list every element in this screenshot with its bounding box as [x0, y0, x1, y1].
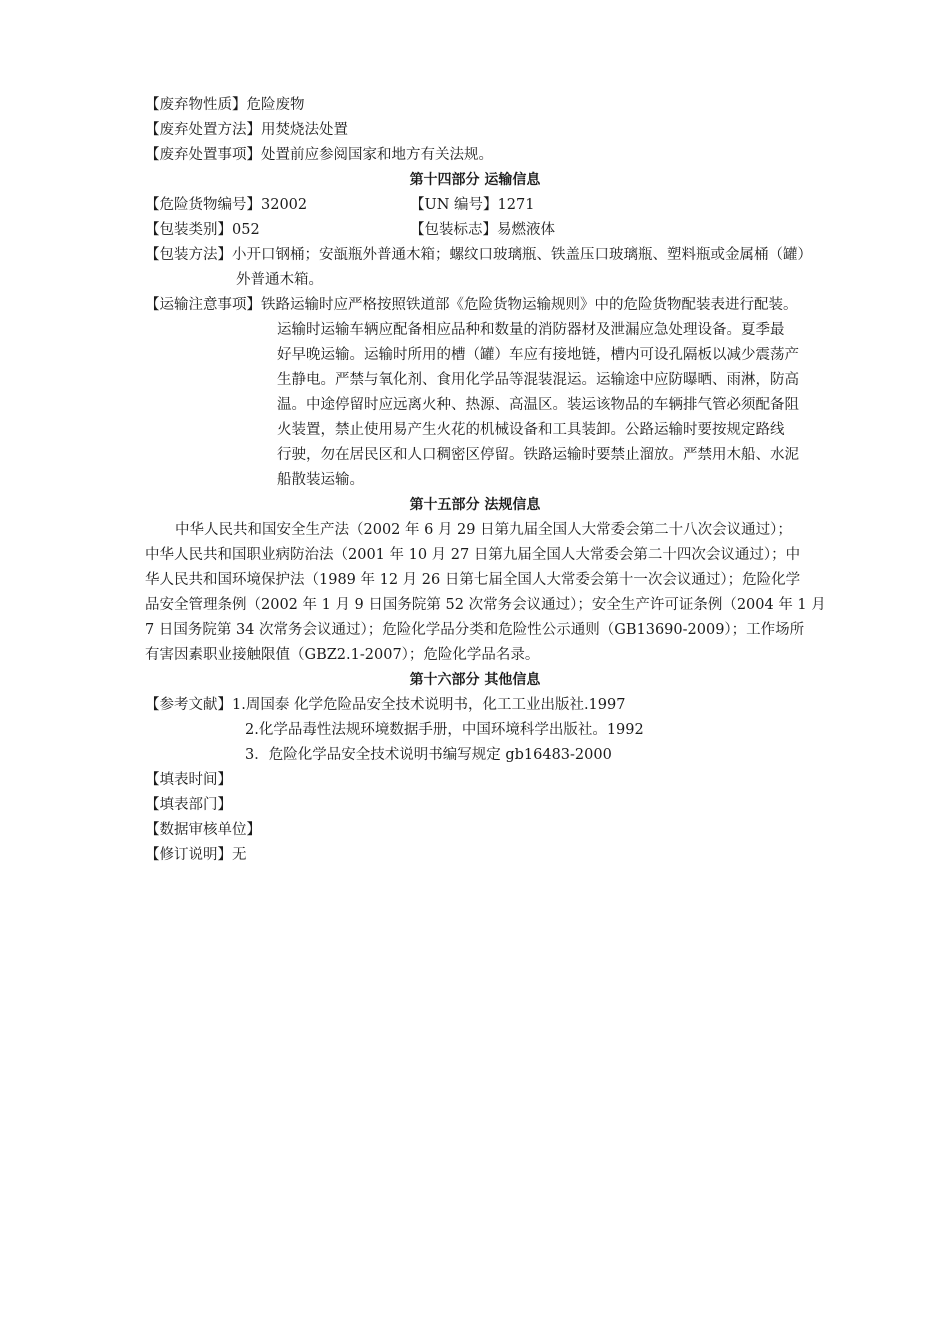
data-review-unit: 【数据审核单位】 [145, 822, 261, 838]
disposal-method: 【废弃处置方法】用焚烧法处置 [145, 122, 348, 138]
reference-3: 3．危险化学品安全技术说明书编写规定 gb16483-2000 [245, 747, 612, 763]
disposal-nature: 【废弃物性质】危险废物 [145, 97, 305, 113]
packaging-method-line-2: 外普通木箱。 [236, 272, 323, 288]
packaging-method-line-1: 【包装方法】小开口钢桶；安瓿瓶外普通木箱；螺纹口玻璃瓶、铁盖压口玻璃瓶、塑料瓶或金属桶（罐） [145, 247, 812, 263]
regulation-line: 中华人民共和国职业病防治法（2001 年 10 月 27 日第九届全国人大常委会第二十四次会议通过）；中 [145, 547, 801, 563]
section-16-heading: 第十六部分 其他信息 [409, 672, 541, 688]
section-14-heading: 第十四部分 运输信息 [409, 172, 541, 188]
fill-time: 【填表时间】 [145, 772, 232, 788]
un-number: 【UN 编号】1271 [410, 197, 535, 213]
regulation-line: 中华人民共和国安全生产法（2002 年 6 月 29 日第九届全国人大常委会第二十八次会议通过）； [175, 522, 792, 538]
transport-notes-line: 火装置，禁止使用易产生火花的机械设备和工具装卸。公路运输时要按规定路线 [277, 422, 785, 438]
transport-notes-line: 船散装运输。 [277, 472, 364, 488]
revision-note: 【修订说明】无 [145, 847, 247, 863]
reference-1: 【参考文献】1.周国泰 化学危险品安全技术说明书，化工工业出版社.1997 [145, 697, 626, 713]
packaging-mark: 【包装标志】易燃液体 [410, 222, 555, 238]
transport-notes-line: 生静电。严禁与氧化剂、食用化学品等混装混运。运输途中应防曝晒、雨淋，防高 [277, 372, 799, 388]
transport-notes-line: 【运输注意事项】铁路运输时应严格按照铁道部《危险货物运输规则》中的危险货物配装表进行配装。 [145, 297, 798, 313]
dangerous-goods-number: 【危险货物编号】32002 [145, 197, 308, 213]
regulation-line: 有害因素职业接触限值（GBZ2.1-2007）；危险化学品名录。 [145, 647, 540, 663]
transport-notes-line: 温。中途停留时应远离火种、热源、高温区。装运该物品的车辆排气管必须配备阻 [277, 397, 799, 413]
section-15-heading: 第十五部分 法规信息 [409, 497, 541, 513]
regulation-line: 品安全管理条例（2002 年 1 月 9 日国务院第 52 次常务会议通过）；安全生产许可证条例（2004 年 1 月 [145, 597, 826, 613]
disposal-notes: 【废弃处置事项】处置前应参阅国家和地方有关法规。 [145, 147, 493, 163]
transport-notes-line: 好早晚运输。运输时所用的槽（罐）车应有接地链，槽内可设孔隔板以减少震荡产 [277, 347, 799, 363]
packaging-category: 【包装类别】052 [145, 222, 260, 238]
fill-department: 【填表部门】 [145, 797, 232, 813]
regulation-line: 华人民共和国环境保护法（1989 年 12 月 26 日第七届全国人大常委会第十一次会议通过）；危险化学 [145, 572, 801, 588]
reference-2: 2.化学品毒性法规环境数据手册，中国环境科学出版社。1992 [245, 722, 644, 738]
transport-notes-line: 行驶，勿在居民区和人口稠密区停留。铁路运输时要禁止溜放。严禁用木船、水泥 [277, 447, 799, 463]
transport-notes-line: 运输时运输车辆应配备相应品种和数量的消防器材及泄漏应急处理设备。夏季最 [277, 322, 785, 338]
regulation-line: 7 日国务院第 34 次常务会议通过）；危险化学品分类和危险性公示通则（GB13690-2009）；工作场所 [145, 622, 805, 638]
